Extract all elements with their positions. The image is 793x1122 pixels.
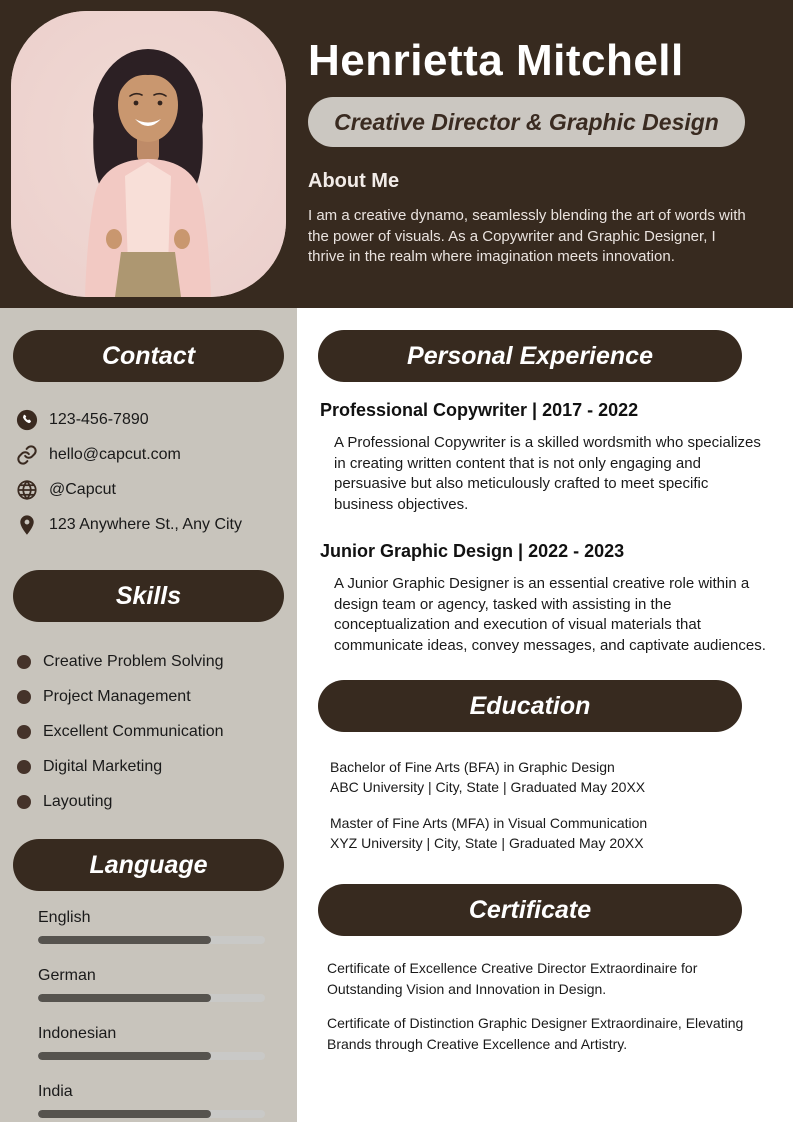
bullet-icon [17, 655, 31, 669]
language-list [38, 909, 284, 1118]
certificate-entry: Certificate of Excellence Creative Director Extraordinaire for Outstanding Vision and Innovation in Design. [327, 960, 698, 997]
skill-label: Layouting [43, 792, 113, 810]
language-label: Indonesian [38, 1025, 117, 1042]
skill-label: Project Management [43, 687, 191, 705]
role-badge-label: Creative Director & Graphic Design [334, 108, 719, 135]
role-badge [308, 97, 745, 147]
language-label: German [38, 967, 96, 984]
language-progress-fill [38, 1052, 211, 1060]
language-progress-track [38, 1110, 265, 1118]
contact-row-address [15, 507, 284, 542]
language-label: English [38, 909, 91, 926]
certificate-section-header [318, 884, 742, 936]
experience-entry-title: Junior Graphic Design | 2022 - 2023 [320, 541, 625, 561]
skills-section-label: Skills [115, 581, 182, 610]
experience-section-label: Personal Experience [407, 341, 653, 370]
education-school: XYZ University | City, State | Graduated May 20XX [330, 835, 644, 851]
about-heading: About Me [308, 170, 400, 192]
education-section-label: Education [469, 691, 591, 720]
skill-label: Creative Problem Solving [43, 652, 224, 670]
header [0, 0, 793, 308]
skill-item [17, 644, 284, 679]
language-progress-track [38, 1052, 265, 1060]
skills-section-header [13, 570, 284, 622]
contact-row-phone [15, 402, 284, 437]
language-item [38, 967, 284, 1002]
contact-phone-text: 123-456-7890 [49, 410, 149, 428]
language-label: India [38, 1083, 73, 1100]
contact-email-text: hello@capcut.com [49, 445, 181, 463]
education-degree: Bachelor of Fine Arts (BFA) in Graphic Design [330, 759, 615, 775]
contact-list [15, 402, 284, 542]
contact-section-header [13, 330, 284, 382]
link-icon [15, 443, 39, 467]
certificate-section-label: Certificate [468, 895, 592, 924]
contact-address-text: 123 Anywhere St., Any City [49, 515, 242, 533]
education-school: ABC University | City, State | Graduated May 20XX [330, 779, 646, 795]
education-entry [330, 757, 769, 797]
location-icon [15, 513, 39, 537]
experience-entry-body: A Professional Copywriter is a skilled wordsmith who specializes in creating written content that is not only engaging and persuasive but also meticulously crafted to meet specific business objectives. [334, 434, 761, 513]
language-progress-fill [38, 994, 211, 1002]
skills-list [17, 644, 284, 819]
skill-label: Digital Marketing [43, 757, 163, 775]
skill-item [17, 714, 284, 749]
experience-entry-body: A Junior Graphic Designer is an essential creative role within a design team or agency, tasked with assisting in the conceptualization and execution of visual materials that communicate ideas, convey messages, and captivate audiences. [334, 575, 766, 654]
experience-entry-title: Professional Copywriter | 2017 - 2022 [320, 400, 639, 420]
skill-item [17, 784, 284, 819]
language-progress-fill [38, 936, 211, 944]
language-item [38, 1083, 284, 1118]
bullet-icon [17, 725, 31, 739]
globe-icon [15, 478, 39, 502]
bullet-icon [17, 795, 31, 809]
profile-photo-illustration [11, 11, 286, 297]
language-progress-fill [38, 1110, 211, 1118]
language-section-label: Language [89, 850, 208, 879]
bullet-icon [17, 690, 31, 704]
skill-item [17, 679, 284, 714]
sidebar [0, 308, 297, 1122]
body-row [0, 308, 793, 1122]
language-item [38, 909, 284, 944]
profile-photo [11, 11, 286, 297]
education-entry [330, 813, 769, 853]
bullet-icon [17, 760, 31, 774]
header-content [308, 0, 770, 268]
certificate-entry: Certificate of Distinction Graphic Designer Extraordinaire, Elevating Brands through Creative Excellence and Artistry. [327, 1015, 744, 1052]
main-column [297, 308, 793, 1122]
contact-handle-text: @Capcut [49, 480, 116, 498]
phone-icon [15, 408, 39, 432]
language-item [38, 1025, 284, 1060]
skill-item [17, 749, 284, 784]
language-progress-track [38, 994, 265, 1002]
language-section-header [13, 839, 284, 891]
education-section-header [318, 680, 742, 732]
language-progress-track [38, 936, 265, 944]
about-text: I am a creative dynamo, seamlessly blending the art of words with the power of visuals. As a Copywriter and Graphic Designer, I thrive in the realm where imagination meets innovation. [308, 207, 746, 265]
contact-row-email [15, 437, 284, 472]
page-title: Henrietta Mitchell [308, 36, 684, 85]
contact-row-handle [15, 472, 284, 507]
contact-section-label: Contact [101, 341, 196, 370]
skill-label: Excellent Communication [43, 722, 224, 740]
experience-section-header [318, 330, 742, 382]
education-degree: Master of Fine Arts (MFA) in Visual Communication [330, 815, 648, 831]
